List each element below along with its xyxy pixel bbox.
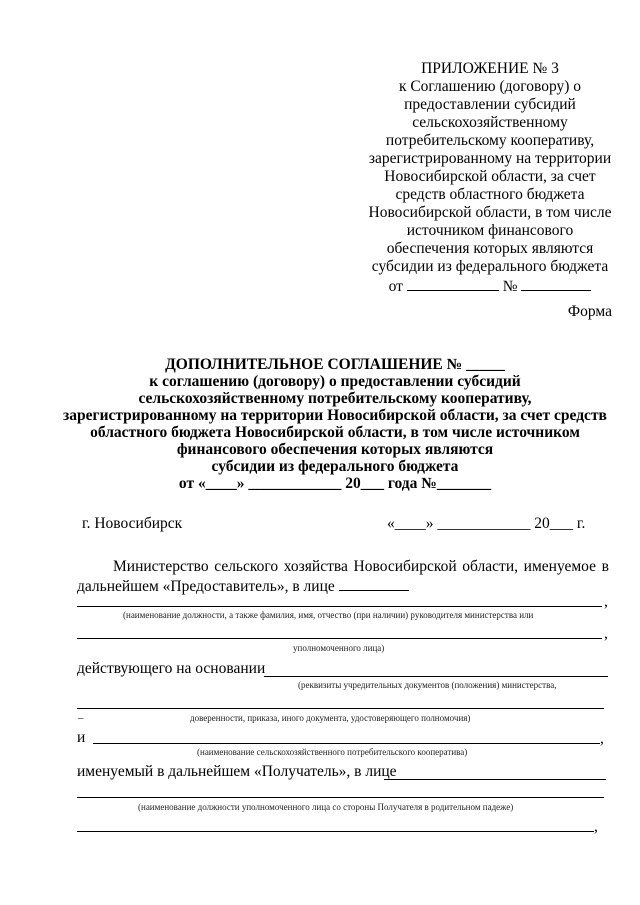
hint-authorized: уполномоченного лица): [293, 643, 385, 653]
appendix-line: предоставлении субсидий: [404, 96, 576, 113]
ministry-rep-blank[interactable]: [339, 576, 409, 591]
title-line: областного бюджета Новосибирской области, в том числе источником: [90, 424, 580, 441]
title-line: зарегистрированному на территории Новосибирской области, за счет средств: [63, 407, 607, 424]
appendix-line: средств областного бюджета: [395, 186, 585, 203]
hint-head-position: (наименование должности, а также фамилия, имя, отчество (при наличии) руководителя министерства или: [123, 610, 534, 620]
cooperative-name-line[interactable]: [93, 743, 600, 744]
acting-basis-label: действующего на основании: [77, 660, 266, 677]
title-line: ДОПОЛНИТЕЛЬНОЕ СОГЛАШЕНИЕ № _____: [165, 356, 505, 373]
city-label: г. Новосибирск: [82, 515, 183, 532]
appendix-date-line: [355, 276, 625, 296]
appendix-line: к Соглашению (договору) о: [398, 78, 582, 95]
intro-paragraph: [77, 557, 609, 596]
comma: ,: [600, 730, 604, 747]
title-line: к соглашению (договору) о предоставлении субсидий: [149, 373, 521, 390]
recipient-name-line[interactable]: [77, 831, 594, 832]
comma: ,: [594, 818, 598, 835]
appendix-line: источником финансового: [406, 222, 574, 239]
appendix-number-blank[interactable]: [521, 276, 591, 291]
hint-recipient-position: (наименование должности уполномоченного лица со стороны Получателя в родительном падеже): [138, 802, 514, 812]
power-docs-line[interactable]: [77, 708, 604, 709]
appendix-line: потребительскому кооперативу,: [385, 132, 595, 149]
recipient-position-line[interactable]: [77, 797, 604, 798]
appendix-line: обеспечения которых являются: [386, 240, 594, 257]
appendix-line: сельскохозяйственному: [412, 114, 568, 131]
and-label: и: [77, 729, 86, 746]
comma: ,: [604, 593, 608, 610]
form-label: Форма: [567, 303, 612, 320]
appendix-line: Новосибирской области, в том числе: [368, 204, 612, 221]
agreement-date: «____» ____________ 20___ г.: [387, 515, 586, 532]
document-title: [60, 356, 610, 492]
hint-coop: (наименование сельскохозяйственного потребительского кооператива): [197, 747, 468, 757]
appendix-from-label: от: [388, 278, 403, 295]
appendix-line: субсидии из федерального бюджета: [371, 258, 609, 275]
appendix-number-label: №: [502, 278, 518, 295]
title-line: от «____» ____________ 20___ года №_______: [178, 475, 492, 492]
appendix-line: зарегистрированному на территории: [368, 150, 612, 167]
head-position-line[interactable]: [77, 606, 602, 607]
title-line: субсидии из федерального бюджета: [211, 458, 459, 475]
hint-docs: (реквизиты учредительных документов (положения) министерства,: [298, 680, 557, 690]
hint-power: доверенности, приказа, иного документа, удостоверяющего полномочия): [190, 713, 471, 723]
title-line: финансового обеспечения которых являются: [176, 441, 494, 458]
recipient-label: именуемый в дальнейшем «Получатель», в лице: [77, 763, 397, 780]
title-line: сельскохозяйственному потребительскому кооперативу,: [138, 390, 532, 407]
appendix-line: Новосибирской области, за счет: [384, 168, 596, 185]
intro-text: Министерство сельского хозяйства Новосибирской области, именуемое в дальнейшем «Предоставитель», в лице: [77, 558, 609, 595]
appendix-header: [355, 60, 625, 296]
dash-mark: –: [78, 712, 84, 724]
authorized-person-line[interactable]: [77, 638, 602, 639]
comma: ,: [604, 625, 608, 642]
appendix-line: ПРИЛОЖЕНИЕ № 3: [421, 60, 559, 77]
appendix-date-blank[interactable]: [407, 276, 499, 291]
recipient-rep-line[interactable]: [384, 779, 606, 780]
basis-docs-line[interactable]: [264, 676, 608, 677]
